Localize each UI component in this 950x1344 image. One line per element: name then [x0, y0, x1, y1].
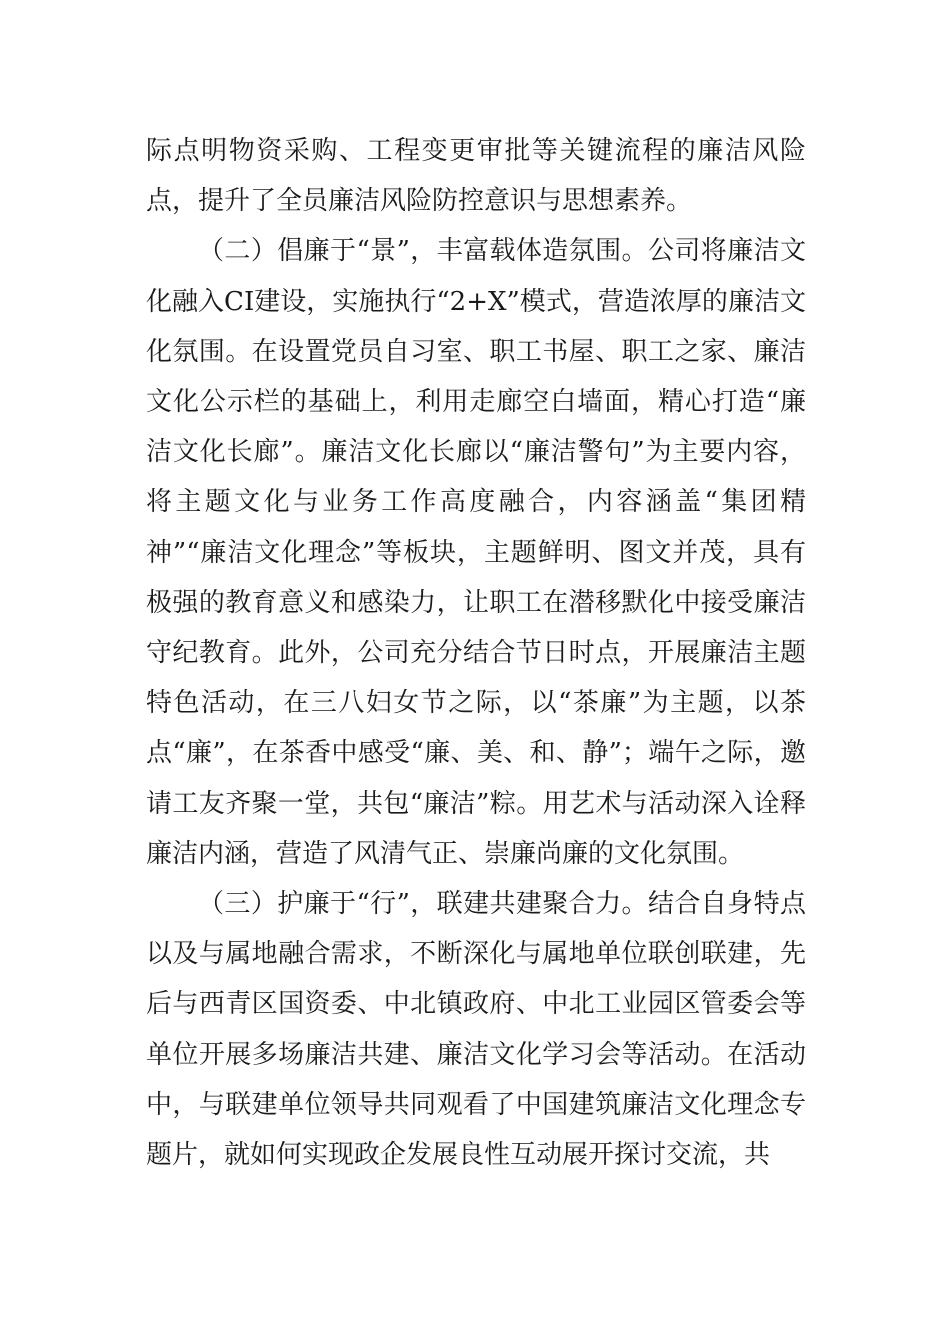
paragraph-section-two: （二）倡廉于“景”，丰富载体造氛围。公司将廉洁文化融入CI建设，实施执行“2+X”模式，营造浓厚的廉洁文化氛围。在设置党员自习室、职工书屋、职工之家、廉洁文化公示栏的基础上，利用走廊空白墙面，精心打造“廉洁文化长廊”。廉洁文化长廊以“廉洁警句”为主要内容，将主题文化与业务工作高度融合，内容涵盖“集团精神”“廉洁文化理念”等板块，主题鲜明、图文并茂，具有极强的教育意义和感染力，让职工在潜移默化中接受廉洁守纪教育。此外，公司充分结合节日时点，开展廉洁主题特色活动，在三八妇女节之际，以“茶廉”为主题，以茶点“廉”，在茶香中感受“廉、美、和、静”；端午之际，邀请工友齐聚一堂，共包“廉洁”粽。用艺术与活动深入诠释廉洁内涵，营造了风清气正、崇廉尚廉的文化氛围。: [146, 236, 806, 869]
paragraph-section-three: （三）护廉于“行”，联建共建聚合力。结合自身特点以及与属地融合需求，不断深化与属地单位联创联建，先后与西青区国资委、中北镇政府、中北工业园区管委会等单位开展多场廉洁共建、廉洁文化学习会等活动。在活动中，与联建单位领导共同观看了中国建筑廉洁文化理念专题片，就如何实现政企发展良性互动展开探讨交流，共: [146, 889, 806, 1171]
paragraph-continuation: 际点明物资采购、工程变更审批等关键流程的廉洁风险点，提升了全员廉洁风险防控意识与思想素养。: [146, 136, 806, 217]
document-page: [146, 126, 806, 1180]
